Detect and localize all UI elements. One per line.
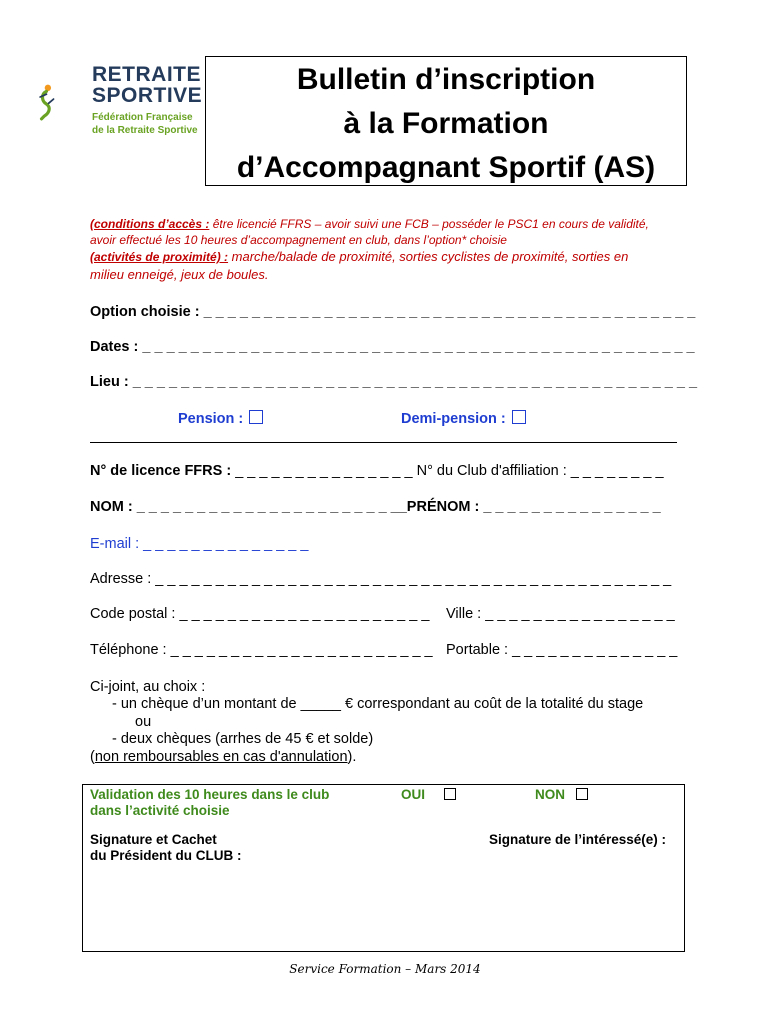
payment-item2: - deux chèques (arrhes de 45 € et solde) xyxy=(112,731,374,747)
title-line3: d’Accompagnant Sportif (AS) xyxy=(236,151,656,184)
conditions-line1 xyxy=(90,217,700,231)
logo-sub1: Fédération Française xyxy=(92,112,193,123)
prenom-label: _PRÉNOM : xyxy=(398,499,480,515)
sig-self-label: Signature de l’intéressé(e) : xyxy=(489,832,667,847)
proximity-text1: marche/balade de proximité, sorties cyclistes de proximité, sorties en xyxy=(228,249,629,264)
club-field: N° du Club d'affiliation : _ _ _ _ _ _ _ _ xyxy=(412,463,664,479)
proximity-label: (activités de proximité) : xyxy=(90,250,229,264)
pension-label: Pension : xyxy=(178,411,244,427)
footer: Service Formation – Mars 2014 xyxy=(289,962,481,976)
payment-item1: - un chèque d’un montant de _____ € correspondant au coût de la totalité du stage xyxy=(112,696,644,712)
oui-label: OUI xyxy=(401,787,426,802)
non-option[interactable] xyxy=(535,787,588,802)
demi-pension-checkbox[interactable] xyxy=(512,410,526,424)
adresse-field[interactable]: Adresse : _ _ _ _ _ _ _ _ _ _ _ _ _ _ _ _ _ _ _ _ _ _ _ _ _ _ _ _ _ _ _ _ _ _ _ _ _ _ _ _ _ _ _ xyxy=(90,571,672,587)
demi-pension-label: Demi-pension : xyxy=(401,411,506,427)
conditions-text1: être licencié FFRS – avoir suivi une FCB – posséder le PSC1 en cours de validité, xyxy=(209,217,649,231)
non-checkbox[interactable] xyxy=(576,788,588,800)
non-label: NON xyxy=(535,787,565,802)
validation-line2: dans l’activité choisie xyxy=(90,803,230,818)
demi-pension-option[interactable] xyxy=(401,410,526,427)
retraite-sportive-logo xyxy=(38,48,98,158)
title-line1: Bulletin d’inscription xyxy=(296,63,596,96)
nom-label: NOM : xyxy=(90,499,133,515)
payment-note xyxy=(90,749,356,765)
licence-row[interactable] xyxy=(90,463,664,479)
divider xyxy=(90,442,677,443)
oui-checkbox[interactable] xyxy=(444,788,456,800)
telephone-field[interactable]: Téléphone : _ _ _ _ _ _ _ _ _ _ _ _ _ _ _ _ _ _ _ _ _ _ xyxy=(90,642,433,658)
logo-line1: RETRAITE xyxy=(92,63,201,86)
title-line2: à la Formation xyxy=(343,107,549,140)
sig-club-line2: du Président du CLUB : xyxy=(90,848,242,863)
payment-intro: Ci-joint, au choix : xyxy=(90,679,206,695)
pension-option[interactable] xyxy=(178,410,263,427)
prenom-line: _ _ _ _ _ _ _ _ _ _ _ _ _ _ _ xyxy=(479,499,661,515)
sig-club-line1: Signature et Cachet xyxy=(90,832,217,847)
option-field[interactable]: Option choisie : _ _ _ _ _ _ _ _ _ _ _ _ _ _ _ _ _ _ _ _ _ _ _ _ _ _ _ _ _ _ _ _ _ _ _ _ _ _ _ _ _ xyxy=(90,304,696,320)
dates-field[interactable]: Dates : _ _ _ _ _ _ _ _ _ _ _ _ _ _ _ _ _ _ _ _ _ _ _ _ _ _ _ _ _ _ _ _ _ _ _ _ _ _ _ _ _ _ _ _ _ _ xyxy=(90,339,695,355)
licence-label: N° de licence FFRS : xyxy=(90,463,232,479)
email-field[interactable]: E-mail : _ _ _ _ _ _ _ _ _ _ _ _ _ _ xyxy=(90,536,309,552)
nom-line: _ _ _ _ _ _ _ _ _ _ _ _ _ _ _ _ _ _ _ _ _ _ xyxy=(132,499,399,515)
oui-option[interactable] xyxy=(401,787,456,802)
payment-note-text: non remboursables en cas d'annulation xyxy=(94,749,348,765)
name-row[interactable] xyxy=(90,499,661,515)
conditions-label: (conditions d’accès : xyxy=(90,217,210,231)
ville-field[interactable]: Ville : _ _ _ _ _ _ _ _ _ _ _ _ _ _ _ _ xyxy=(446,606,675,622)
validation-line1: Validation des 10 heures dans le club xyxy=(90,787,330,802)
pension-checkbox[interactable] xyxy=(249,410,263,424)
lieu-field[interactable]: Lieu : _ _ _ _ _ _ _ _ _ _ _ _ _ _ _ _ _ _ _ _ _ _ _ _ _ _ _ _ _ _ _ _ _ _ _ _ _ _ _ _ _ _ _ _ _ _ _ xyxy=(90,374,698,390)
licence-line: _ _ _ _ _ _ _ _ _ _ _ _ _ _ _ xyxy=(231,463,413,479)
code-postal-field[interactable]: Code postal : _ _ _ _ _ _ _ _ _ _ _ _ _ _ _ _ _ _ _ _ _ xyxy=(90,606,430,622)
proximity-line1 xyxy=(90,249,700,264)
title-box xyxy=(205,56,687,186)
note-close: ). xyxy=(347,749,357,765)
conditions-line2: avoir effectué les 10 heures d’accompagnement en club, dans l’option* choisie xyxy=(90,233,507,247)
logo-line2: SPORTIVE xyxy=(92,84,203,107)
proximity-line2: milieu enneigé, jeux de boules. xyxy=(90,267,269,282)
logo-sub2: de la Retraite Sportive xyxy=(92,125,198,136)
portable-field[interactable]: Portable : _ _ _ _ _ _ _ _ _ _ _ _ _ _ xyxy=(446,642,678,658)
payment-ou: ou xyxy=(135,714,152,730)
note-open: ( xyxy=(90,749,95,765)
